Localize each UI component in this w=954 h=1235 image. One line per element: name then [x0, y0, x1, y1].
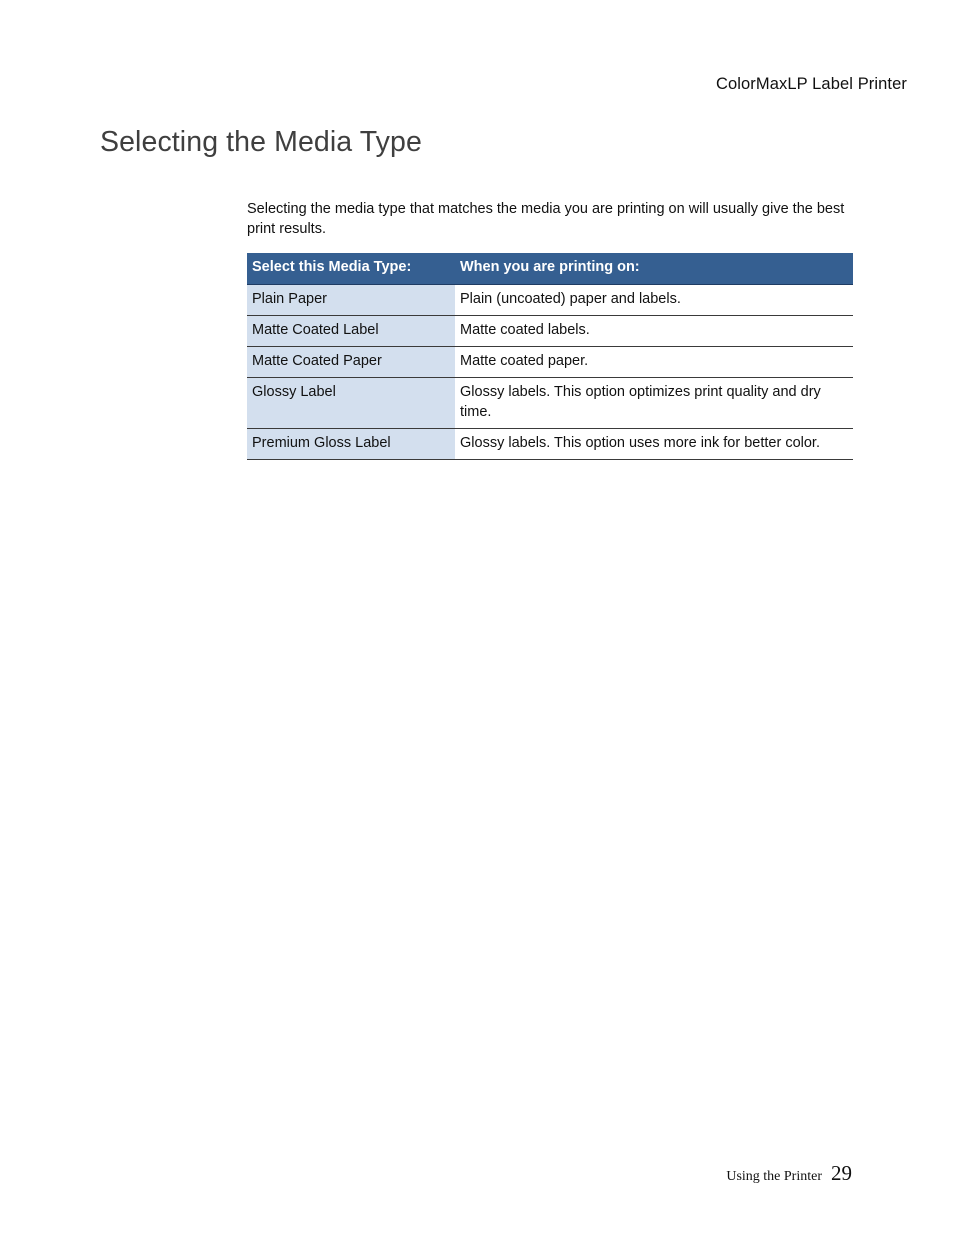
media-type-cell: Plain Paper [247, 285, 455, 316]
media-type-cell: Matte Coated Paper [247, 347, 455, 378]
column-header-media-type: Select this Media Type: [247, 253, 455, 285]
intro-paragraph: Selecting the media type that matches the media you are printing on will usually give the best print results. [247, 201, 845, 237]
table-body [247, 285, 853, 460]
column-header-printing-on: When you are printing on: [455, 253, 853, 285]
media-description-cell: Plain (uncoated) paper and labels. [455, 285, 853, 316]
table-row [247, 347, 853, 378]
table-row [247, 378, 853, 429]
table-row [247, 316, 853, 347]
media-description-cell: Matte coated labels. [455, 316, 853, 347]
page-number: 29 [831, 1161, 852, 1185]
media-description-cell: Glossy labels. This option uses more ink for better color. [455, 429, 853, 460]
media-type-cell: Premium Gloss Label [247, 429, 455, 460]
table-header-row [247, 253, 853, 285]
running-header-product-name: ColorMaxLP Label Printer [715, 75, 907, 93]
media-type-table [247, 253, 853, 460]
page-footer [726, 1161, 852, 1186]
table-row [247, 285, 853, 316]
media-type-cell: Matte Coated Label [247, 316, 455, 347]
media-type-cell: Glossy Label [247, 378, 455, 429]
table-header [247, 253, 853, 285]
media-description-cell: Glossy labels. This option optimizes print quality and dry time. [455, 378, 853, 429]
page-title: Selecting the Media Type [100, 126, 422, 158]
footer-section-title: Using the Printer [726, 1169, 822, 1184]
table-row [247, 429, 853, 460]
media-description-cell: Matte coated paper. [455, 347, 853, 378]
